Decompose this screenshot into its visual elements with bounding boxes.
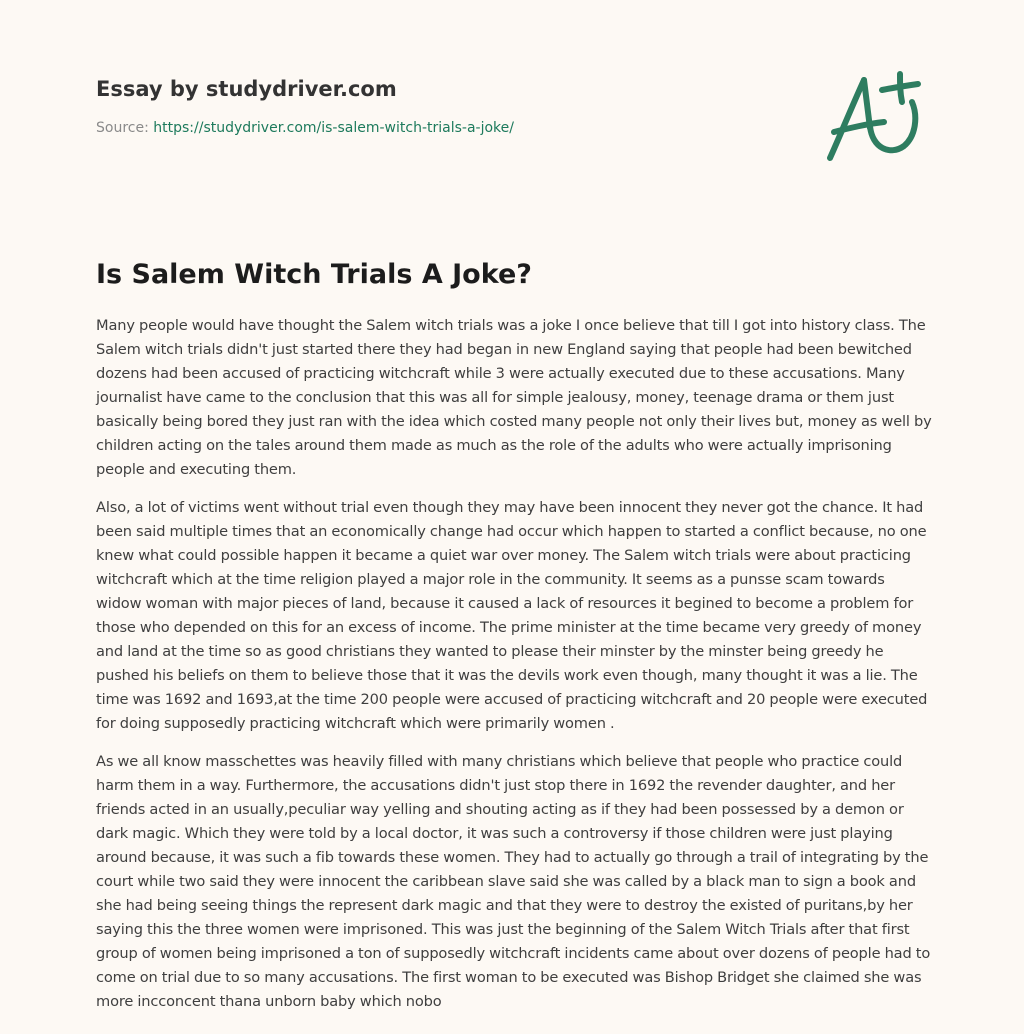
essay-body <box>96 314 934 1028</box>
a-plus-grade-icon <box>820 66 930 166</box>
essay-paragraph: As we all know masschettes was heavily filled with many christians which believe that people who practice could harm them in a way. Furthermore, the accusations didn't just stop there in 1692 the revender daughter, and her friends acted in an usually,peculiar way yelling and shouting acting as if they had been possessed by a demon or dark magic. Which they were told by a local doctor, it was such a controversy if those children were just playing around because, it was such a fib towards these women. They had to actually go through a trail of integrating by the court while two said they were innocent the caribbean slave said she was called by a black man to sign a book and she had being seeing things the represent dark magic and that they were to destroy the existed of puritans,by her saying this the three women were imprisoned. This was just the beginning of the Salem Witch Trials after that first group of women being imprisoned a ton of supposedly witchcraft incidents came about over dozens of people had to come on trial due to so many accusations. The first woman to be executed was Bishop Bridget she claimed she was more incconcent thana unborn baby which nobo <box>96 753 931 1010</box>
brand-name: Essay by studydriver.com <box>96 77 397 101</box>
essay-title: Is Salem Witch Trials A Joke? <box>96 259 532 290</box>
source-line <box>96 118 796 138</box>
essay-header <box>96 74 796 138</box>
source-label: Source: <box>96 120 154 136</box>
source-link[interactable]: https://studydriver.com/is-salem-witch-trials-a-joke/ <box>153 120 514 136</box>
essay-paragraph: Also, a lot of victims went without trial even though they may have been innocent they never got the chance. It had been said multiple times that an economically change had occur which happen to started a conflict because, no one knew what could possible happen it became a quiet war over money. The Salem witch trials were about practicing witchcraft which at the time religion played a major role in the community. It seems as a punsse scam towards widow woman with major pieces of land, because it caused a lack of resources it begined to become a problem for those who depended on this for an excess of income. The prime minister at the time became very greedy of money and land at the time so as good christians they wanted to please their minster by the minster being greedy he pushed his beliefs on them to believe those that it was the devils work even though, many thought it was a lie. The time was 1692 and 1693,at the time 200 people were accused of practicing witchcraft and 20 people were executed for doing supposedly practicing witchcraft which were primarily women . <box>96 499 928 732</box>
essay-paragraph: Many people would have thought the Salem witch trials was a joke I once believe that till I got into history class. The Salem witch trials didn't just started there they had began in new England saying that people had been bewitched dozens had been accused of practicing witchcraft while 3 were actually executed due to these accusations. Many journalist have came to the conclusion that this was all for simple jealousy, money, teenage drama or them just basically being bored they just ran with the idea which costed many people not only their lives but, money as well by children acting on the tales around them made as much as the role of the adults who were actually imprisoning people and executing them. <box>96 317 932 478</box>
